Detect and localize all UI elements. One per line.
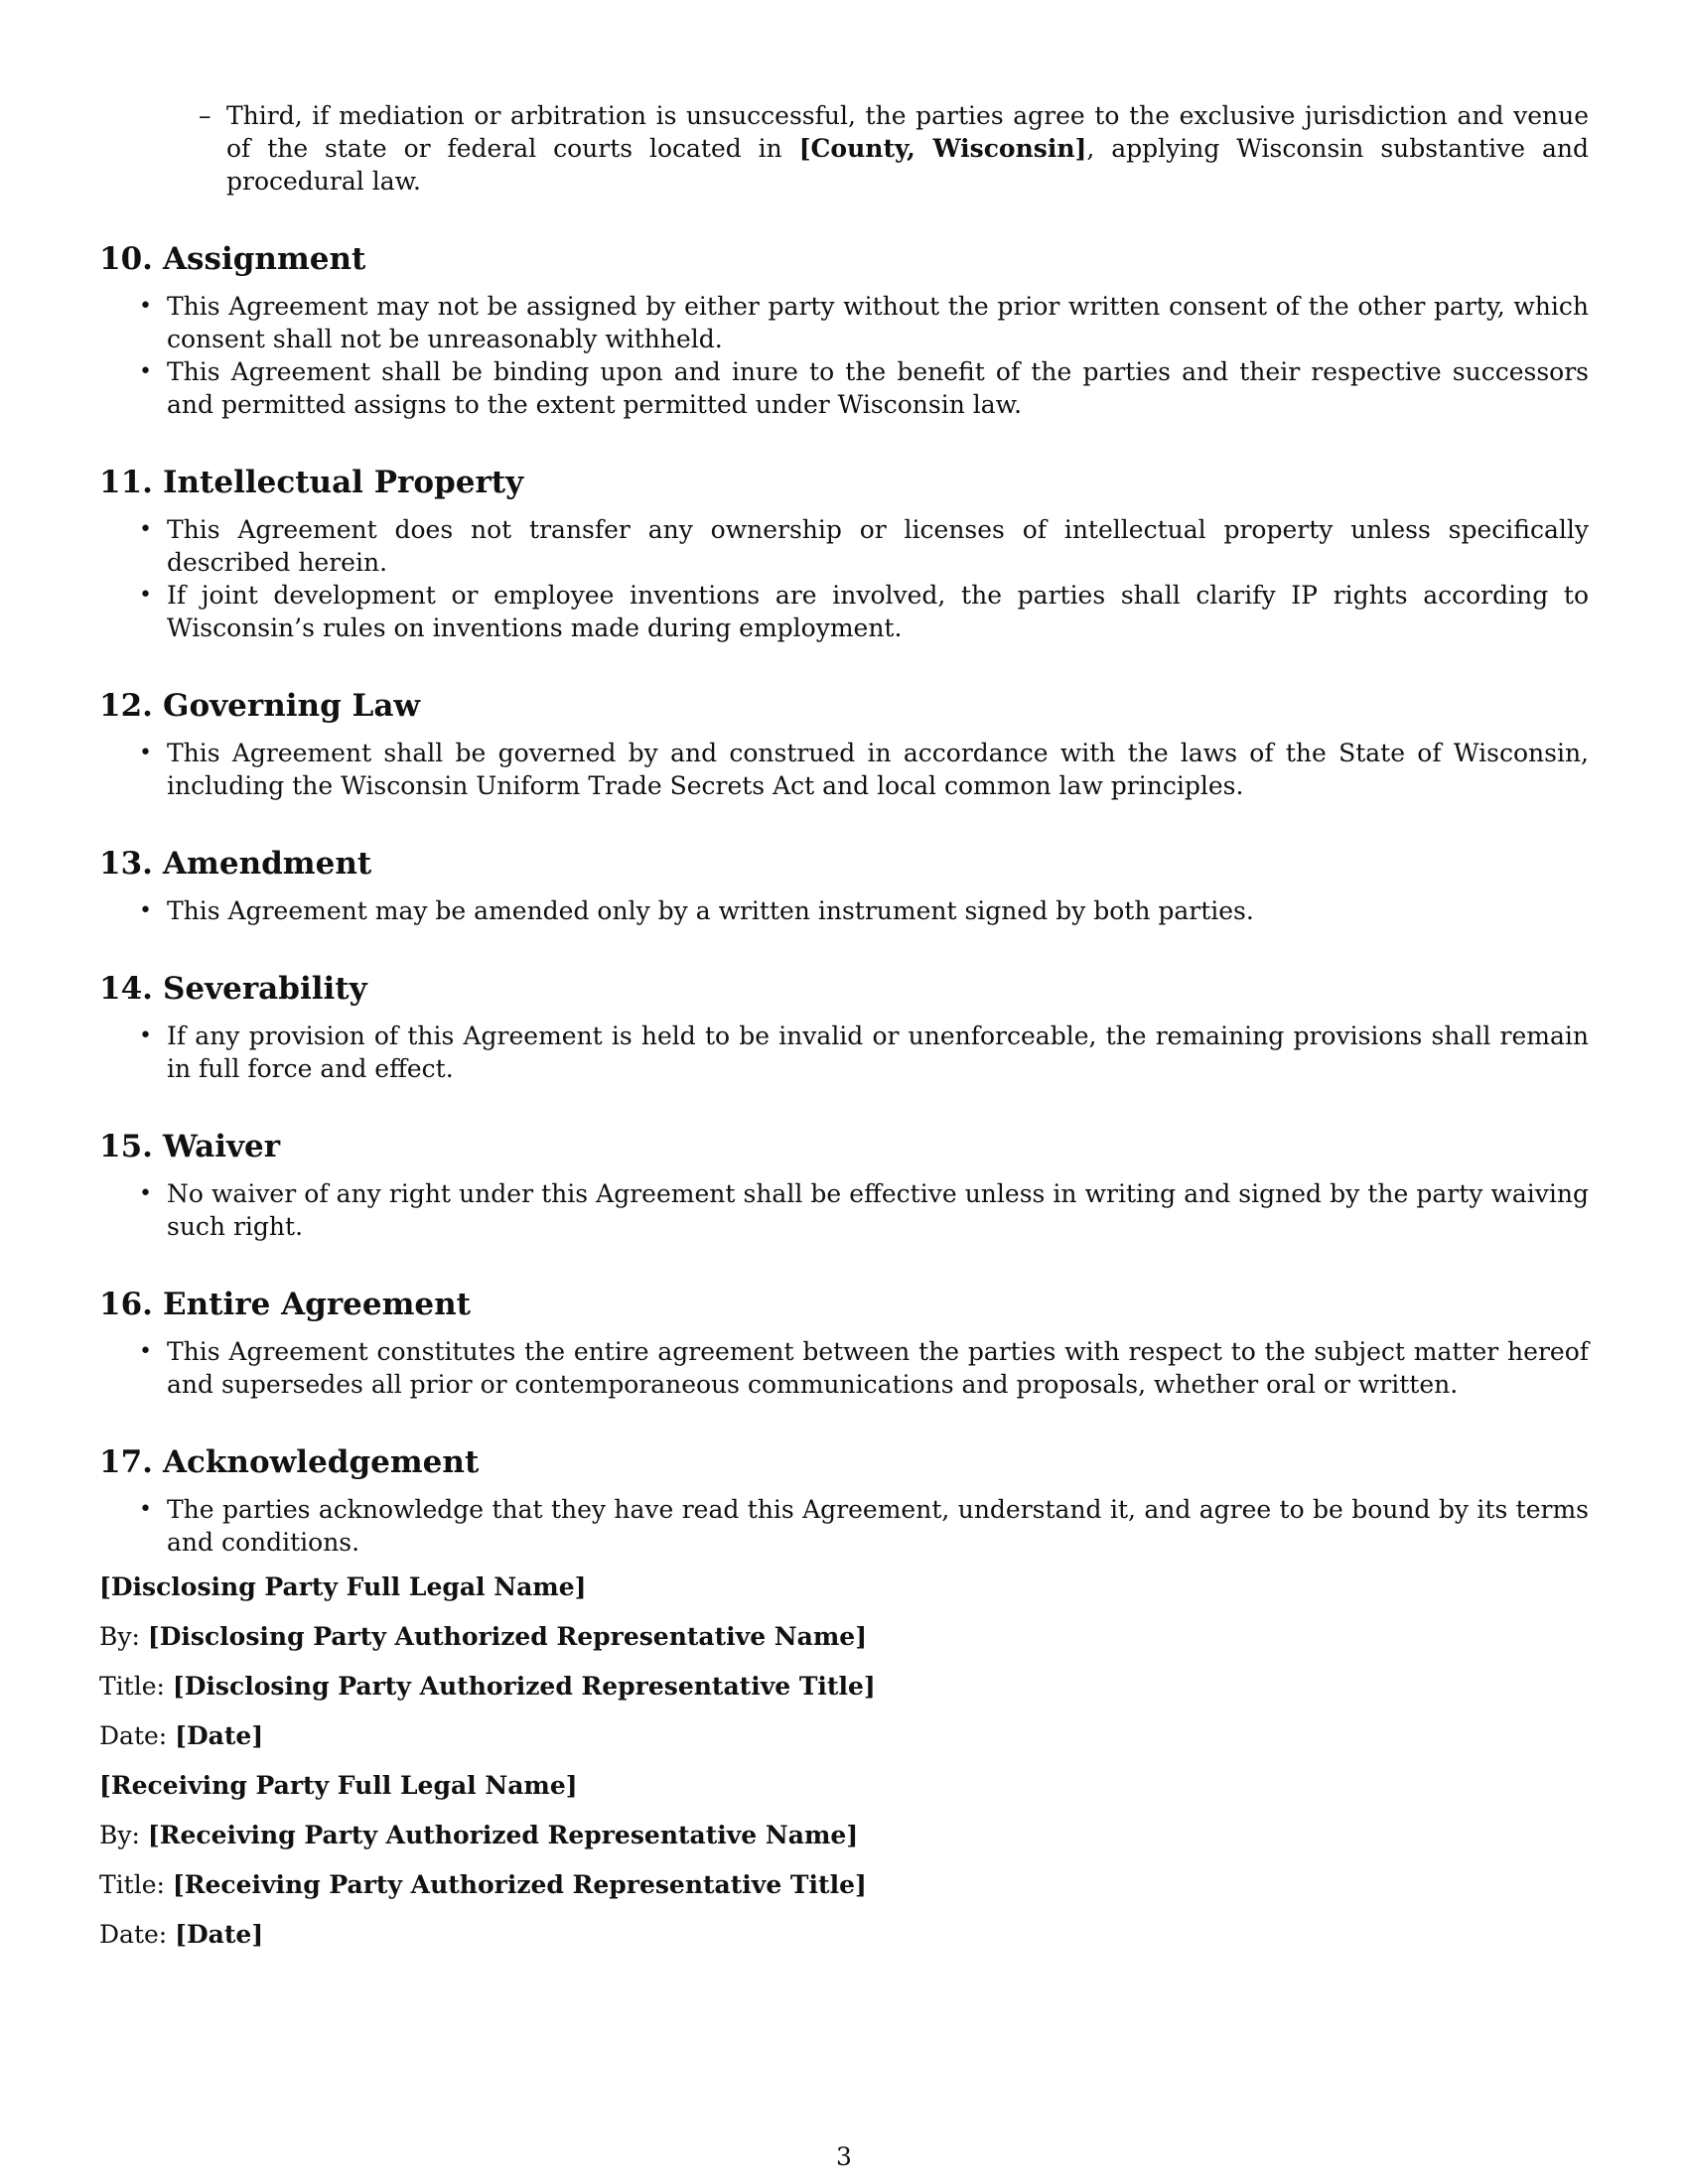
section-intellectual-property [99, 463, 1589, 644]
signature-line [99, 1570, 1589, 1603]
county-placeholder: [County, Wisconsin] [798, 134, 1087, 163]
section-heading [99, 1285, 1589, 1324]
section-title: Governing Law [163, 688, 421, 724]
signature-line [99, 1620, 1589, 1653]
sections-container [99, 239, 1589, 1559]
bullet-icon: • [139, 359, 152, 384]
list-item-text: This Agreement may be amended only by a written instrument signed by both parties. [167, 896, 1254, 925]
signature-label: Title: [99, 1870, 173, 1899]
section-heading [99, 844, 1589, 884]
signature-placeholder: [Receiving Party Authorized Representative Name] [147, 1821, 859, 1849]
bullet-list [99, 894, 1589, 927]
bullet-list [99, 1335, 1589, 1401]
signature-placeholder: [Receiving Party Authorized Representative Title] [172, 1870, 867, 1899]
section-heading [99, 463, 1589, 502]
section-severability [99, 969, 1589, 1085]
signature-line [99, 1868, 1589, 1901]
bullet-icon: • [139, 517, 152, 542]
section-heading [99, 1127, 1589, 1166]
signature-label: By: [99, 1622, 148, 1651]
section-heading [99, 969, 1589, 1009]
section-heading [99, 1442, 1589, 1482]
list-item-text: No waiver of any right under this Agreement shall be effective unless in writing and signed by the party waiving such right. [167, 1179, 1589, 1241]
list-item-text: This Agreement shall be governed by and construed in accordance with the laws of the State of Wisconsin, including the Wisconsin Uniform Trade Secrets Act and local common law principles. [167, 739, 1589, 800]
section-title: Waiver [163, 1129, 281, 1164]
section-title: Intellectual Property [163, 465, 524, 500]
bullet-icon: • [139, 583, 152, 608]
signature-label: By: [99, 1821, 148, 1849]
bullet-icon: • [139, 294, 152, 319]
list-item-text: If any provision of this Agreement is held to be invalid or unenforceable, the remaining provisions shall remain in full force and effect. [167, 1022, 1589, 1083]
signature-placeholder: [Date] [175, 1920, 264, 1949]
signature-placeholder: [Disclosing Party Full Legal Name] [99, 1572, 587, 1601]
list-item-text: This Agreement shall be binding upon and inure to the benefit of the parties and their respective successors and permitted assigns to the extent permitted under Wisconsin law. [167, 357, 1589, 419]
list-item-text: If joint development or employee inventions are involved, the parties shall clarify IP rights according to Wisconsin’s rules on inventions made during employment. [167, 581, 1589, 642]
section-number: 16. [99, 1287, 153, 1322]
signature-label: Date: [99, 1721, 176, 1750]
section-amendment [99, 844, 1589, 927]
section-number: 15. [99, 1129, 153, 1164]
bullet-icon: • [139, 741, 152, 765]
list-item-text: The parties acknowledge that they have read this Agreement, understand it, and agree to be bound by its terms and conditions. [167, 1495, 1589, 1557]
section-title: Acknowledgement [163, 1444, 480, 1480]
continued-list-item [199, 99, 1590, 198]
section-waiver [99, 1127, 1589, 1243]
list-item [99, 1335, 1589, 1401]
dash-marker: – [199, 101, 211, 130]
section-acknowledgement [99, 1442, 1589, 1559]
signature-placeholder: [Receiving Party Full Legal Name] [99, 1771, 578, 1800]
list-item [99, 894, 1589, 927]
bullet-icon: • [139, 1339, 152, 1364]
signature-line [99, 1918, 1589, 1951]
document-page [99, 99, 1589, 1968]
list-item-text: This Agreement constitutes the entire agreement between the parties with respect to the subject matter hereof and supersedes all prior or contemporaneous communications and proposals, whether oral or written. [167, 1337, 1589, 1399]
signature-line [99, 1719, 1589, 1752]
section-number: 11. [99, 465, 153, 500]
section-number: 14. [99, 971, 153, 1007]
signature-line [99, 1819, 1589, 1851]
bullet-icon: • [139, 898, 152, 923]
section-title: Amendment [163, 846, 372, 882]
bullet-icon: • [139, 1497, 152, 1522]
bullet-list [99, 513, 1589, 644]
list-item [99, 513, 1589, 579]
signature-label: Date: [99, 1920, 176, 1949]
section-entire-agreement [99, 1285, 1589, 1401]
bullet-list [99, 1020, 1589, 1085]
section-title: Entire Agreement [163, 1287, 471, 1322]
bullet-list [99, 290, 1589, 421]
bullet-list [99, 1177, 1589, 1243]
signature-block [99, 1570, 1589, 1951]
continued-item-text: Third, if mediation or arbitration is unsuccessful, the parties agree to the exclusive jurisdiction and venue of the state or federal courts located in [226, 101, 1589, 163]
list-item [99, 1493, 1589, 1559]
list-item-text: This Agreement does not transfer any ownership or licenses of intellectual property unless specifically described herein. [167, 515, 1589, 577]
signature-line [99, 1769, 1589, 1802]
section-number: 12. [99, 688, 153, 724]
list-item [99, 1177, 1589, 1243]
section-assignment [99, 239, 1589, 421]
list-item [99, 290, 1589, 355]
bullet-list [99, 737, 1589, 802]
signature-placeholder: [Disclosing Party Authorized Representative Title] [172, 1672, 876, 1701]
section-title: Severability [163, 971, 367, 1007]
section-number: 13. [99, 846, 153, 882]
list-item [99, 579, 1589, 644]
signature-line [99, 1670, 1589, 1703]
section-title: Assignment [163, 241, 366, 277]
signature-label: Title: [99, 1672, 173, 1701]
list-item-text: This Agreement may not be assigned by either party without the prior written consent of the other party, which consent shall not be unreasonably withheld. [167, 292, 1589, 353]
bullet-list [99, 1493, 1589, 1559]
list-item [99, 737, 1589, 802]
section-governing-law [99, 686, 1589, 802]
continued-item-text-end: , applying Wisconsin substantive and procedural law. [226, 134, 1590, 196]
bullet-icon: • [139, 1181, 152, 1206]
signature-placeholder: [Disclosing Party Authorized Representative Name] [147, 1622, 868, 1651]
bullet-icon: • [139, 1024, 152, 1048]
section-heading [99, 686, 1589, 726]
signature-placeholder: [Date] [175, 1721, 264, 1750]
section-number: 10. [99, 241, 153, 277]
section-number: 17. [99, 1444, 153, 1480]
list-item [99, 355, 1589, 421]
page-number: 3 [836, 2142, 852, 2171]
section-heading [99, 239, 1589, 279]
list-item [99, 1020, 1589, 1085]
